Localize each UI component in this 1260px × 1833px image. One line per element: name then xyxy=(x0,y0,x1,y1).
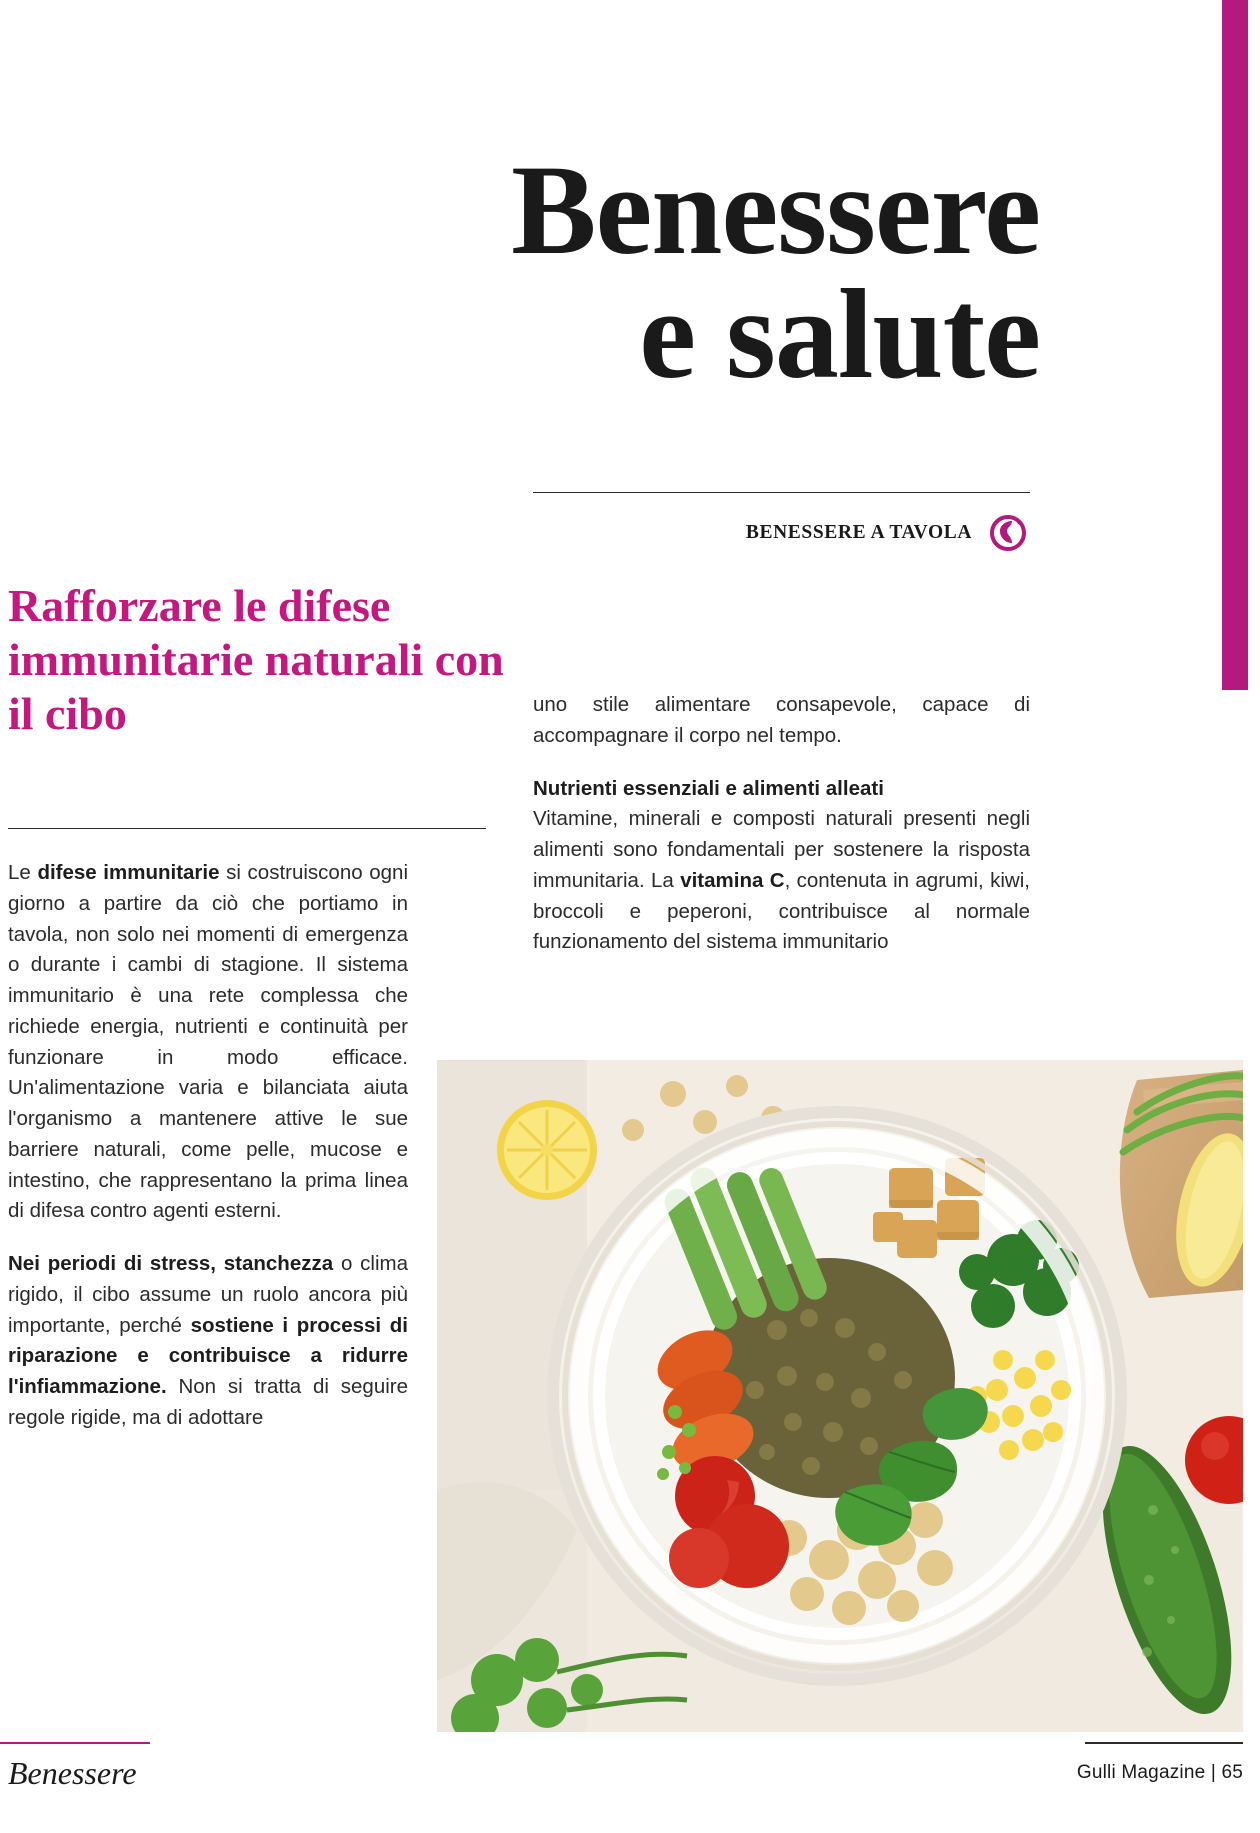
footer-section-label: Benessere xyxy=(8,1755,137,1791)
body-column-left xyxy=(8,858,408,1434)
paragraph-right-2 xyxy=(533,774,1030,959)
paragraph-right-1: uno stile alimentare consapevole, capace di accompagnare il corpo nel tempo. xyxy=(533,693,1030,747)
paragraph-right-2-b: , contenuta in agrumi, kiwi, broccoli e peperoni, contribuisce al normale funzionamento del sistema immunitario xyxy=(533,868,1030,954)
body-column-right xyxy=(533,690,1030,958)
apple-bite-icon xyxy=(986,511,1030,555)
rubric-divider xyxy=(533,492,1030,493)
paragraph-right-2-a: Vitamine, minerali e composti naturali presenti negli alimenti sono fondamentali per sostenere la risposta immunitaria. La xyxy=(533,807,1030,892)
footer-publication-and-page: Gulli Magazine | 65 xyxy=(1076,1762,1243,1783)
paragraph-left-2-mid: o clima rigido, il cibo assume un ruolo ancora più importante, perché xyxy=(8,1252,408,1337)
paragraph-left-1-rest: si costruiscono ogni giorno a partire da ciò che portiamo in tavola, non solo nei momenti di emergenza o durante i cambi di stagione. Il sistema immunitario è una rete complessa che richiede energia, nutrienti e continuità per funzionare in modo efficace. Un'alimentazione varia e bilanciata aiuta l'organismo a mantenere attive le sue barriere naturali, come pelle, mucose e intestino, che rappresentano la prima linea di difesa contro agenti esterni. xyxy=(8,861,409,1223)
rubric-label: BENESSERE A TAVOLA xyxy=(745,522,972,543)
page-title xyxy=(0,139,1040,405)
paragraph-left-1-bold: difese immunitarie xyxy=(37,861,220,884)
accent-edge-bar xyxy=(1222,0,1248,690)
page-title-line-2: e salute xyxy=(639,262,1040,405)
rubric xyxy=(533,492,1030,555)
headline-divider xyxy=(8,828,486,829)
paragraph-left-2 xyxy=(8,1249,408,1434)
paragraph-left-2-end: Non si tratta di seguire regole rigide, ma di adottare xyxy=(8,1375,408,1429)
article-headline: Rafforzare le difese immunitarie naturali con il cibo xyxy=(8,579,504,740)
section-subheading: Nutrienti essenziali e alimenti alleati xyxy=(533,776,884,800)
paragraph-right-2-bold: vitamina C xyxy=(680,868,785,892)
footer-accent-rule xyxy=(0,1742,150,1744)
paragraph-left-1-lead: Le xyxy=(8,861,38,884)
footer-rule-right xyxy=(1085,1742,1243,1744)
paragraph-left-1 xyxy=(8,858,408,1227)
paragraph-left-2-bold-mid: sostiene i processi di riparazione e contribuisce a ridurre l'infiammazione. xyxy=(8,1313,408,1398)
paragraph-left-2-bold-start: Nei periodi di stress, stanchezza xyxy=(8,1252,334,1275)
page-title-line-1: Benessere xyxy=(511,139,1040,281)
rubric-row xyxy=(533,511,1030,555)
article-photo xyxy=(437,1060,1243,1732)
